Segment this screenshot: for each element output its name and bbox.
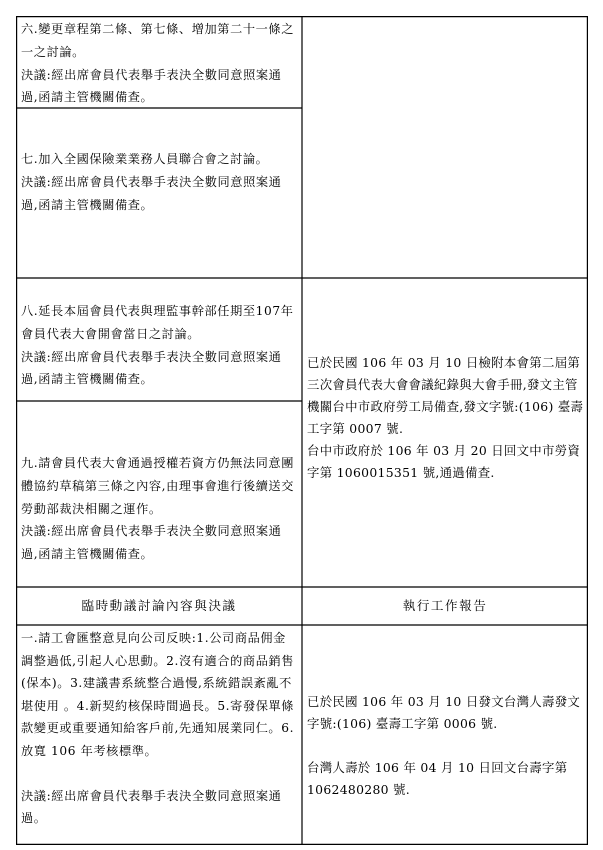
minutes-page xyxy=(16,16,588,845)
item-8-topic: 八.延長本屆會員代表與理監事幹部任期至107年會員代表大會開會當日之討論。 xyxy=(21,304,294,341)
item-8-resolution: 決議:經出席會員代表舉手表決全數同意照案通過,函請主管機關備查。 xyxy=(21,349,282,387)
motion-report-reply: 台灣人壽於 106 年 04 月 10 日回文台壽字第 1062480280 號. xyxy=(307,760,572,797)
report-approval-text: 台中市政府於 106 年 03 月 20 日回文中市勞資字第 1060015351 號,通過備查. xyxy=(307,443,581,480)
motion-resolution: 決議:經出席會員代表舉手表決全數同意照案通過。 xyxy=(21,788,282,826)
item-8-cell xyxy=(16,278,302,401)
item-9-cell xyxy=(16,401,302,587)
item-9-topic: 九.請會員代表大會通過授權若資方仍無法同意團體協約草稿第三條之內容,由理事會進行後續送交勞動部裁決相關之運作。 xyxy=(21,456,295,516)
report-filing-text: 已於民國 106 年 03 月 10 日檢附本會第二屆第三次會員代表大會會議紀錄與大會手冊,發文主管機關台中市政府勞工局備查,發文字號:(106) 臺壽工字第 0007 號. xyxy=(307,355,584,436)
motion-cell xyxy=(16,625,302,845)
item-6-topic: 六.變更章程第二條、第七條、增加第二十一條之一之討論。 xyxy=(21,22,295,59)
item-9-resolution: 決議:經出席會員代表舉手表決全數同意照案通過,函請主管機關備查。 xyxy=(21,524,282,562)
motion-topic: 一.請工會匯整意見向公司反映:1.公司商品佣金調整過低,引起人心思動。2.沒有適合的商品銷售(保本)。3.建議書系統整合過慢,系統錯誤紊亂不堪使用 。4.新契約核保時間過長。5.寄發保單條款變更或重要通知給客戶前,先通知展業同仁。6.放寬 106 年考核標準。 xyxy=(21,631,295,758)
item-6-resolution: 決議:經出席會員代表舉手表決全數同意照案通過,函請主管機關備查。 xyxy=(21,67,282,105)
item-7-topic: 七.加入全國保險業業務人員聯合會之討論。 xyxy=(21,152,269,166)
item-7-cell xyxy=(16,108,302,278)
report-items-8-9-cell xyxy=(302,278,588,587)
motion-report-filing: 已於民國 106 年 03 月 10 日發文台灣人壽發文字號:(106) 臺壽工字第 0006 號. xyxy=(307,694,581,731)
item-7-resolution: 決議:經出席會員代表舉手表決全數同意照案通過,函請主管機關備查。 xyxy=(21,174,282,212)
item-6-cell xyxy=(16,16,302,108)
motion-header: 臨時動議討論內容與決議 xyxy=(81,598,237,613)
motion-report-cell xyxy=(302,625,588,845)
report-header: 執行工作報告 xyxy=(402,598,488,613)
